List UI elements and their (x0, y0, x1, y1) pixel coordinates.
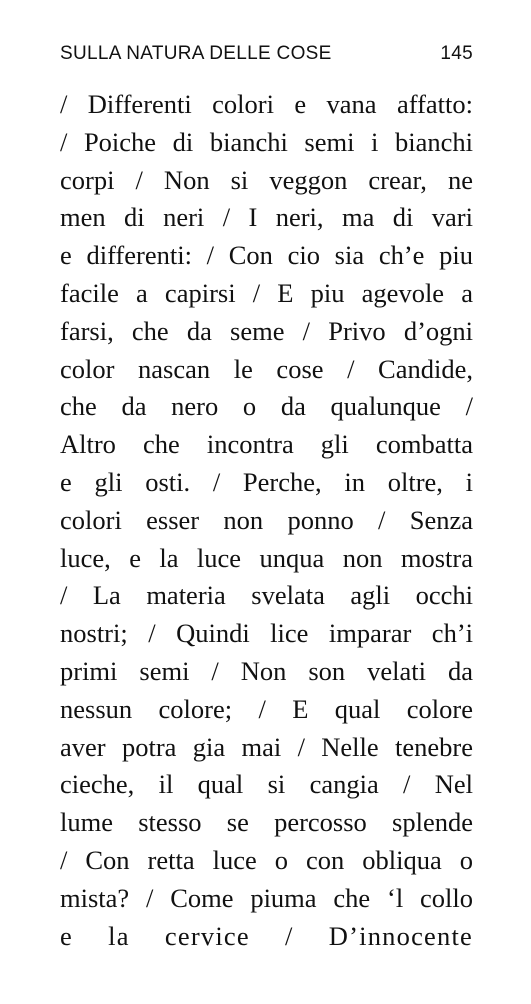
text-line: e gli osti. / Perche, in oltre, i (60, 466, 473, 497)
text-line: / Con retta luce o con obliqua o (60, 844, 473, 875)
text-line: mista? / Come piuma che ‘l collo (60, 882, 473, 913)
text-line: nostri; / Quindi lice imparar ch’i (60, 618, 473, 649)
text-line: cieche, il qual si cangia / Nel (60, 769, 473, 800)
text-line: luce, e la luce unqua non mostra (60, 542, 473, 573)
text-line: primi semi / Non son velati da (60, 655, 473, 686)
text-line: / Poiche di bianchi semi i bianchi (60, 126, 473, 157)
text-line: Altro che incontra gli combatta (60, 429, 473, 460)
text-line: nessun colore; / E qual colore (60, 693, 473, 724)
text-line: colori esser non ponno / Senza (60, 504, 473, 535)
text-line: farsi, che da seme / Privo d’ogni (60, 315, 473, 346)
text-line: che da nero o da qualunque / (60, 391, 473, 422)
text-line: men di neri / I neri, ma di vari (60, 202, 473, 233)
text-line: lume stesso se percosso splende (60, 807, 473, 838)
text-line: color nascan le cose / Candide, (60, 353, 473, 384)
text-line: / Differenti colori e vana affatto: (60, 89, 473, 119)
running-title: SULLA NATURA DELLE COSE (60, 43, 332, 64)
text-line: facile a capirsi / E piu agevole a (60, 277, 473, 308)
text-line: aver potra gia mai / Nelle tenebre (60, 731, 473, 762)
text-line: e differenti: / Con cio sia ch’e piu (60, 240, 473, 271)
body-text (60, 86, 473, 955)
text-line: corpi / Non si veggon crear, ne (60, 164, 473, 195)
text-line: e la cervice / D’innocente (60, 920, 473, 951)
running-header (60, 40, 473, 68)
text-line: / La materia svelata agli occhi (60, 580, 473, 611)
page-number: 145 (440, 43, 473, 64)
